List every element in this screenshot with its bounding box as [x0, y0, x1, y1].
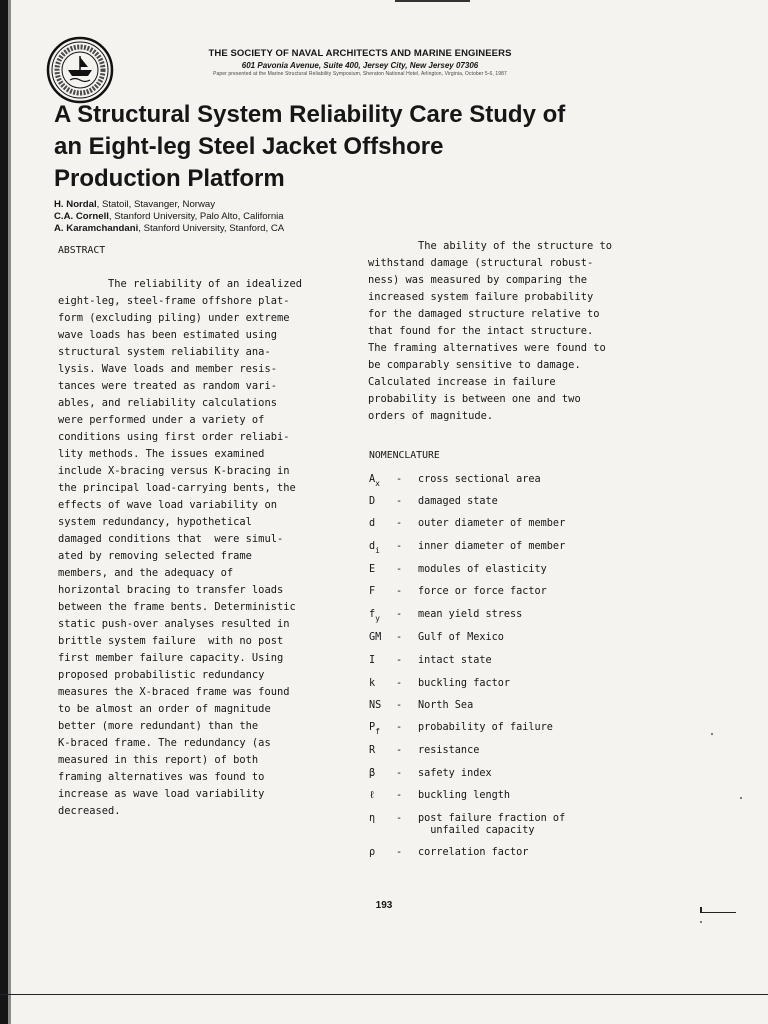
nomenclature-row [369, 768, 749, 786]
nomenclature-row [369, 790, 749, 808]
nomenclature-dash: - [396, 847, 403, 858]
nomenclature-symbol [369, 847, 391, 858]
top-rule [395, 0, 470, 2]
author-line [54, 223, 284, 234]
nomenclature-symbol [369, 609, 391, 623]
scan-speck [740, 797, 742, 799]
nomenclature-symbol [369, 745, 391, 756]
page-number: 193 [375, 900, 393, 911]
nomenclature-symbol [369, 790, 391, 802]
nomenclature-dash: - [396, 474, 403, 485]
nomenclature-row [369, 496, 749, 514]
nomenclature-dash: - [396, 790, 403, 801]
scan-edge-gradient [8, 0, 11, 1024]
nomenclature-symbol-base: I [369, 655, 376, 666]
scan-edge-shadow [0, 0, 8, 1024]
nomenclature-dash: - [396, 632, 403, 643]
nomenclature-symbol [369, 586, 391, 597]
nomenclature-symbol-base: R [369, 745, 376, 756]
society-name: THE SOCIETY OF NAVAL ARCHITECTS AND MARINE ENGINEERS [208, 48, 512, 59]
nomenclature-symbol-base: f [369, 609, 376, 620]
nomenclature-row [369, 847, 749, 865]
nomenclature-symbol [369, 632, 391, 643]
nomenclature-symbol-base: η [369, 813, 376, 824]
nomenclature-row [369, 632, 749, 650]
nomenclature-symbol-base: E [369, 564, 376, 575]
nomenclature-row [369, 586, 749, 604]
nomenclature-definition: correlation factor [418, 847, 529, 858]
nomenclature-symbol [369, 655, 391, 666]
author-affiliation: , Stanford University, Stanford, CA [138, 223, 285, 234]
nomenclature-symbol-base: D [369, 496, 376, 507]
nomenclature-definition: buckling factor [418, 678, 511, 689]
nomenclature-definition: buckling length [418, 790, 511, 801]
nomenclature-dash: - [396, 722, 403, 733]
nomenclature-symbol-subscript: y [375, 614, 380, 623]
author-name: A. Karamchandani [54, 223, 139, 234]
nomenclature-symbol-subscript: f [375, 727, 380, 736]
nomenclature-symbol [369, 768, 391, 779]
nomenclature-row [369, 609, 749, 627]
nomenclature-dash: - [396, 813, 403, 824]
nomenclature-dash: - [396, 586, 403, 597]
nomenclature-symbol [369, 541, 391, 555]
nomenclature-row [369, 541, 749, 559]
nomenclature-symbol-base: β [369, 768, 376, 779]
nomenclature-row [369, 518, 749, 536]
nomenclature-definition: modules of elasticity [418, 564, 547, 575]
nomenclature-dash: - [396, 564, 403, 575]
nomenclature-row [369, 745, 749, 763]
nomenclature-definition: intact state [418, 655, 492, 666]
nomenclature-symbol [369, 813, 391, 824]
nomenclature-symbol [369, 474, 391, 488]
author-line [54, 211, 284, 222]
nomenclature-row [369, 564, 749, 582]
nomenclature-symbol-base: A [369, 474, 376, 485]
nomenclature-definition: outer diameter of member [418, 518, 566, 529]
nomenclature-definition: inner diameter of member [418, 541, 566, 552]
nomenclature-symbol-base: k [369, 678, 376, 689]
nomenclature-row [369, 813, 749, 836]
margin-mark-tick [700, 907, 707, 913]
nomenclature-symbol-base: F [369, 586, 376, 597]
nomenclature-definition: damaged state [418, 496, 498, 507]
nomenclature-dash: - [396, 700, 403, 711]
nomenclature-symbol-base: d [369, 518, 376, 529]
nomenclature-symbol [369, 518, 391, 529]
nomenclature-dash: - [396, 541, 403, 552]
scan-speck [700, 921, 702, 923]
nomenclature-symbol [369, 496, 391, 507]
nomenclature-symbol-base: d [369, 541, 376, 552]
nomenclature-definition: resistance [418, 745, 480, 756]
nomenclature-symbol [369, 678, 391, 689]
nomenclature-symbol-base: P [369, 722, 376, 733]
nomenclature-symbol [369, 700, 391, 711]
nomenclature-definition: Gulf of Mexico [418, 632, 504, 643]
nomenclature-heading: NOMENCLATURE [369, 450, 440, 461]
nomenclature-dash: - [396, 745, 403, 756]
nomenclature-row [369, 678, 749, 696]
nomenclature-symbol-base: ℓ [369, 790, 376, 801]
nomenclature-definition: force or force factor [418, 586, 547, 597]
author-name: C.A. Cornell [54, 211, 109, 222]
bottom-rule [0, 994, 768, 995]
author-affiliation: , Statoil, Stavanger, Norway [96, 199, 216, 210]
nomenclature-dash: - [396, 678, 403, 689]
nomenclature-dash: - [396, 496, 403, 507]
abstract-right-column: The ability of the structure to withstand damage (structural robust- ness) was measured by comparing the increased system failure probability for the damaged structure relative to that found for the intact structure. The framing alternatives were found to be comparably sensitive to damage. Calculated increase in failure probability is between one and two orders of magnitude. [368, 240, 612, 422]
nomenclature-symbol-base: NS [369, 700, 382, 711]
nomenclature-dash: - [396, 518, 403, 529]
author-affiliation: , Stanford University, Palo Alto, California [108, 211, 284, 222]
nomenclature-dash: - [396, 609, 403, 620]
nomenclature-symbol-base: ρ [369, 847, 376, 858]
abstract-heading: ABSTRACT [58, 245, 106, 256]
presentation-note: Paper presented at the Marine Structural Reliability Symposium, Sheraton National Hotel, Arlington, Virginia, October 5-6, 1987 [213, 71, 507, 77]
society-address: 601 Pavonia Avenue, Suite 400, Jersey City, New Jersey 07306 [241, 61, 479, 70]
abstract-left-column: The reliability of an idealized eight-leg, steel-frame offshore plat- form (excluding piling) under extreme wave loads has been estimated using structural system reliability ana- lysis. Wave loads and member resis- tances were treated as random vari- ables, and reliability calculations were performed under a variety of conditions using first order reliabi- lity methods. The issues examined include X-bracing versus K-bracing in the principal load-carrying bents, the effects of wave load variability on system redundancy, hypothetical damaged conditions that were simul- ated by removing selected frame members, and the adequacy of horizontal bracing to transfer loads between the frame bents. Deterministic static push-over analyses resulted in brittle system failure with no post first member failure capacity. Using proposed probabilistic redundancy measures the X-braced frame was found to be almost an order of magnitude better (more redundant) than the K-braced frame. The redundancy (as measured in this report) of both framing alternatives was found to increase as wave load variability decreased. [58, 278, 302, 817]
nomenclature-dash: - [396, 768, 403, 779]
society-seal-logo [46, 36, 114, 104]
scan-speck [711, 733, 713, 735]
nomenclature-row [369, 722, 749, 740]
nomenclature-symbol [369, 722, 391, 736]
nomenclature-symbol [369, 564, 391, 575]
paper-title: A Structural System Reliability Care Study of an Eight-leg Steel Jacket Offshore Production Platform [54, 101, 566, 192]
nomenclature-row [369, 700, 749, 718]
nomenclature-symbol-base: GM [369, 632, 382, 643]
nomenclature-symbol-subscript: i [375, 546, 380, 555]
nomenclature-definition: post failure fraction of unfailed capacity [418, 813, 566, 836]
nomenclature-row [369, 655, 749, 673]
nomenclature-definition: safety index [418, 768, 492, 779]
nomenclature-definition: cross sectional area [418, 474, 541, 485]
nomenclature-symbol-subscript: x [375, 479, 380, 488]
nomenclature-definition: probability of failure [418, 722, 553, 733]
nomenclature-definition: North Sea [418, 700, 474, 711]
nomenclature-row [369, 474, 749, 492]
nomenclature-dash: - [396, 655, 403, 666]
author-name: H. Nordal [54, 199, 97, 210]
nomenclature-definition: mean yield stress [418, 609, 523, 620]
author-line [54, 199, 215, 210]
